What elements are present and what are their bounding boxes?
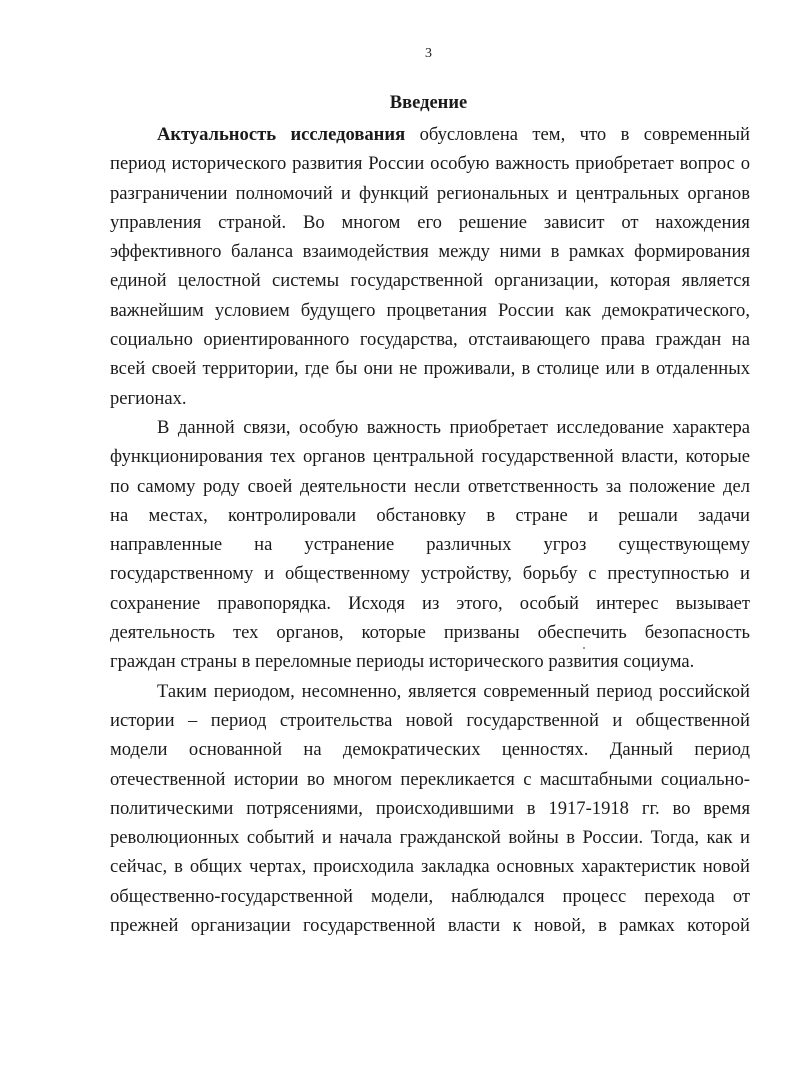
text-line: на местах, контролировали обстановку в стране и решали задачи (110, 504, 750, 526)
text-line: по самому роду своей деятельности несли ответственность за положение дел (110, 475, 750, 497)
text-line: общественно-государственной модели, наблюдался процесс перехода от (110, 885, 750, 907)
text-line: важнейшим условием будущего процветания России как демократического, (110, 299, 750, 321)
page-number: 3 (425, 46, 432, 61)
text-line: социально ориентированного государства, отстаивающего права граждан на (110, 329, 750, 351)
paragraph-context (110, 413, 750, 677)
text-line: Таким периодом, несомненно, является современный период российской (157, 680, 750, 702)
document-body (110, 120, 750, 940)
text-line: управления страной. Во многом его решение зависит от нахождения (110, 211, 750, 233)
text-line: сохранение правопорядка. Исходя из этого, особый интерес вызывает (110, 592, 750, 614)
section-heading: Введение (389, 93, 468, 113)
text-line: период исторического развития России особую важность приобретает вопрос о (110, 153, 750, 175)
text-line: сейчас, в общих чертах, происходила закладка основных характеристик новой (110, 856, 750, 878)
text-line: всей своей территории, где бы они не проживали, в столице или в отдаленных (110, 358, 750, 380)
text-line: государственному и общественному устройству, борьбу с преступностью и (110, 563, 750, 585)
text-line: регионах. (110, 387, 187, 409)
paragraph-relevance (110, 120, 750, 413)
text-line: прежней организации государственной власти к новой, в рамках которой (110, 915, 750, 937)
text-line: модели основанной на демократических ценностях. Данный период (110, 739, 750, 761)
text-line: граждан страны в переломные периоды исторического развития социума. (110, 651, 695, 673)
bold-lead: Актуальность исследования (157, 124, 406, 145)
scan-artifact-dot (583, 647, 585, 649)
text-line: Актуальность исследования обусловлена тем, что в современный (157, 124, 751, 145)
text-line: В данной связи, особую важность приобретает исследование характера (157, 416, 750, 438)
text-line: направленные на устранение различных угроз существующему (110, 534, 750, 556)
text-line: функционирования тех органов центральной государственной власти, которые (110, 446, 750, 468)
text-line: отечественной истории во многом перекликается с масштабными социально- (110, 768, 750, 790)
text-line: политическими потрясениями, происходившими в 1917-1918 гг. во время (110, 797, 750, 819)
paragraph-period (110, 677, 750, 941)
text-line: истории – период строительства новой государственной и общественной (110, 709, 750, 731)
text-line: деятельность тех органов, которые призваны обеспечить безопасность (110, 622, 750, 644)
text-line: эффективного баланса взаимодействия между ними в рамках формирования (110, 241, 750, 263)
text-line: революционных событий и начала гражданской войны в России. Тогда, как и (110, 827, 750, 849)
text-line: разграничении полномочий и функций региональных и центральных органов (110, 182, 750, 204)
text-line: единой целостной системы государственной организации, которая является (110, 270, 750, 292)
